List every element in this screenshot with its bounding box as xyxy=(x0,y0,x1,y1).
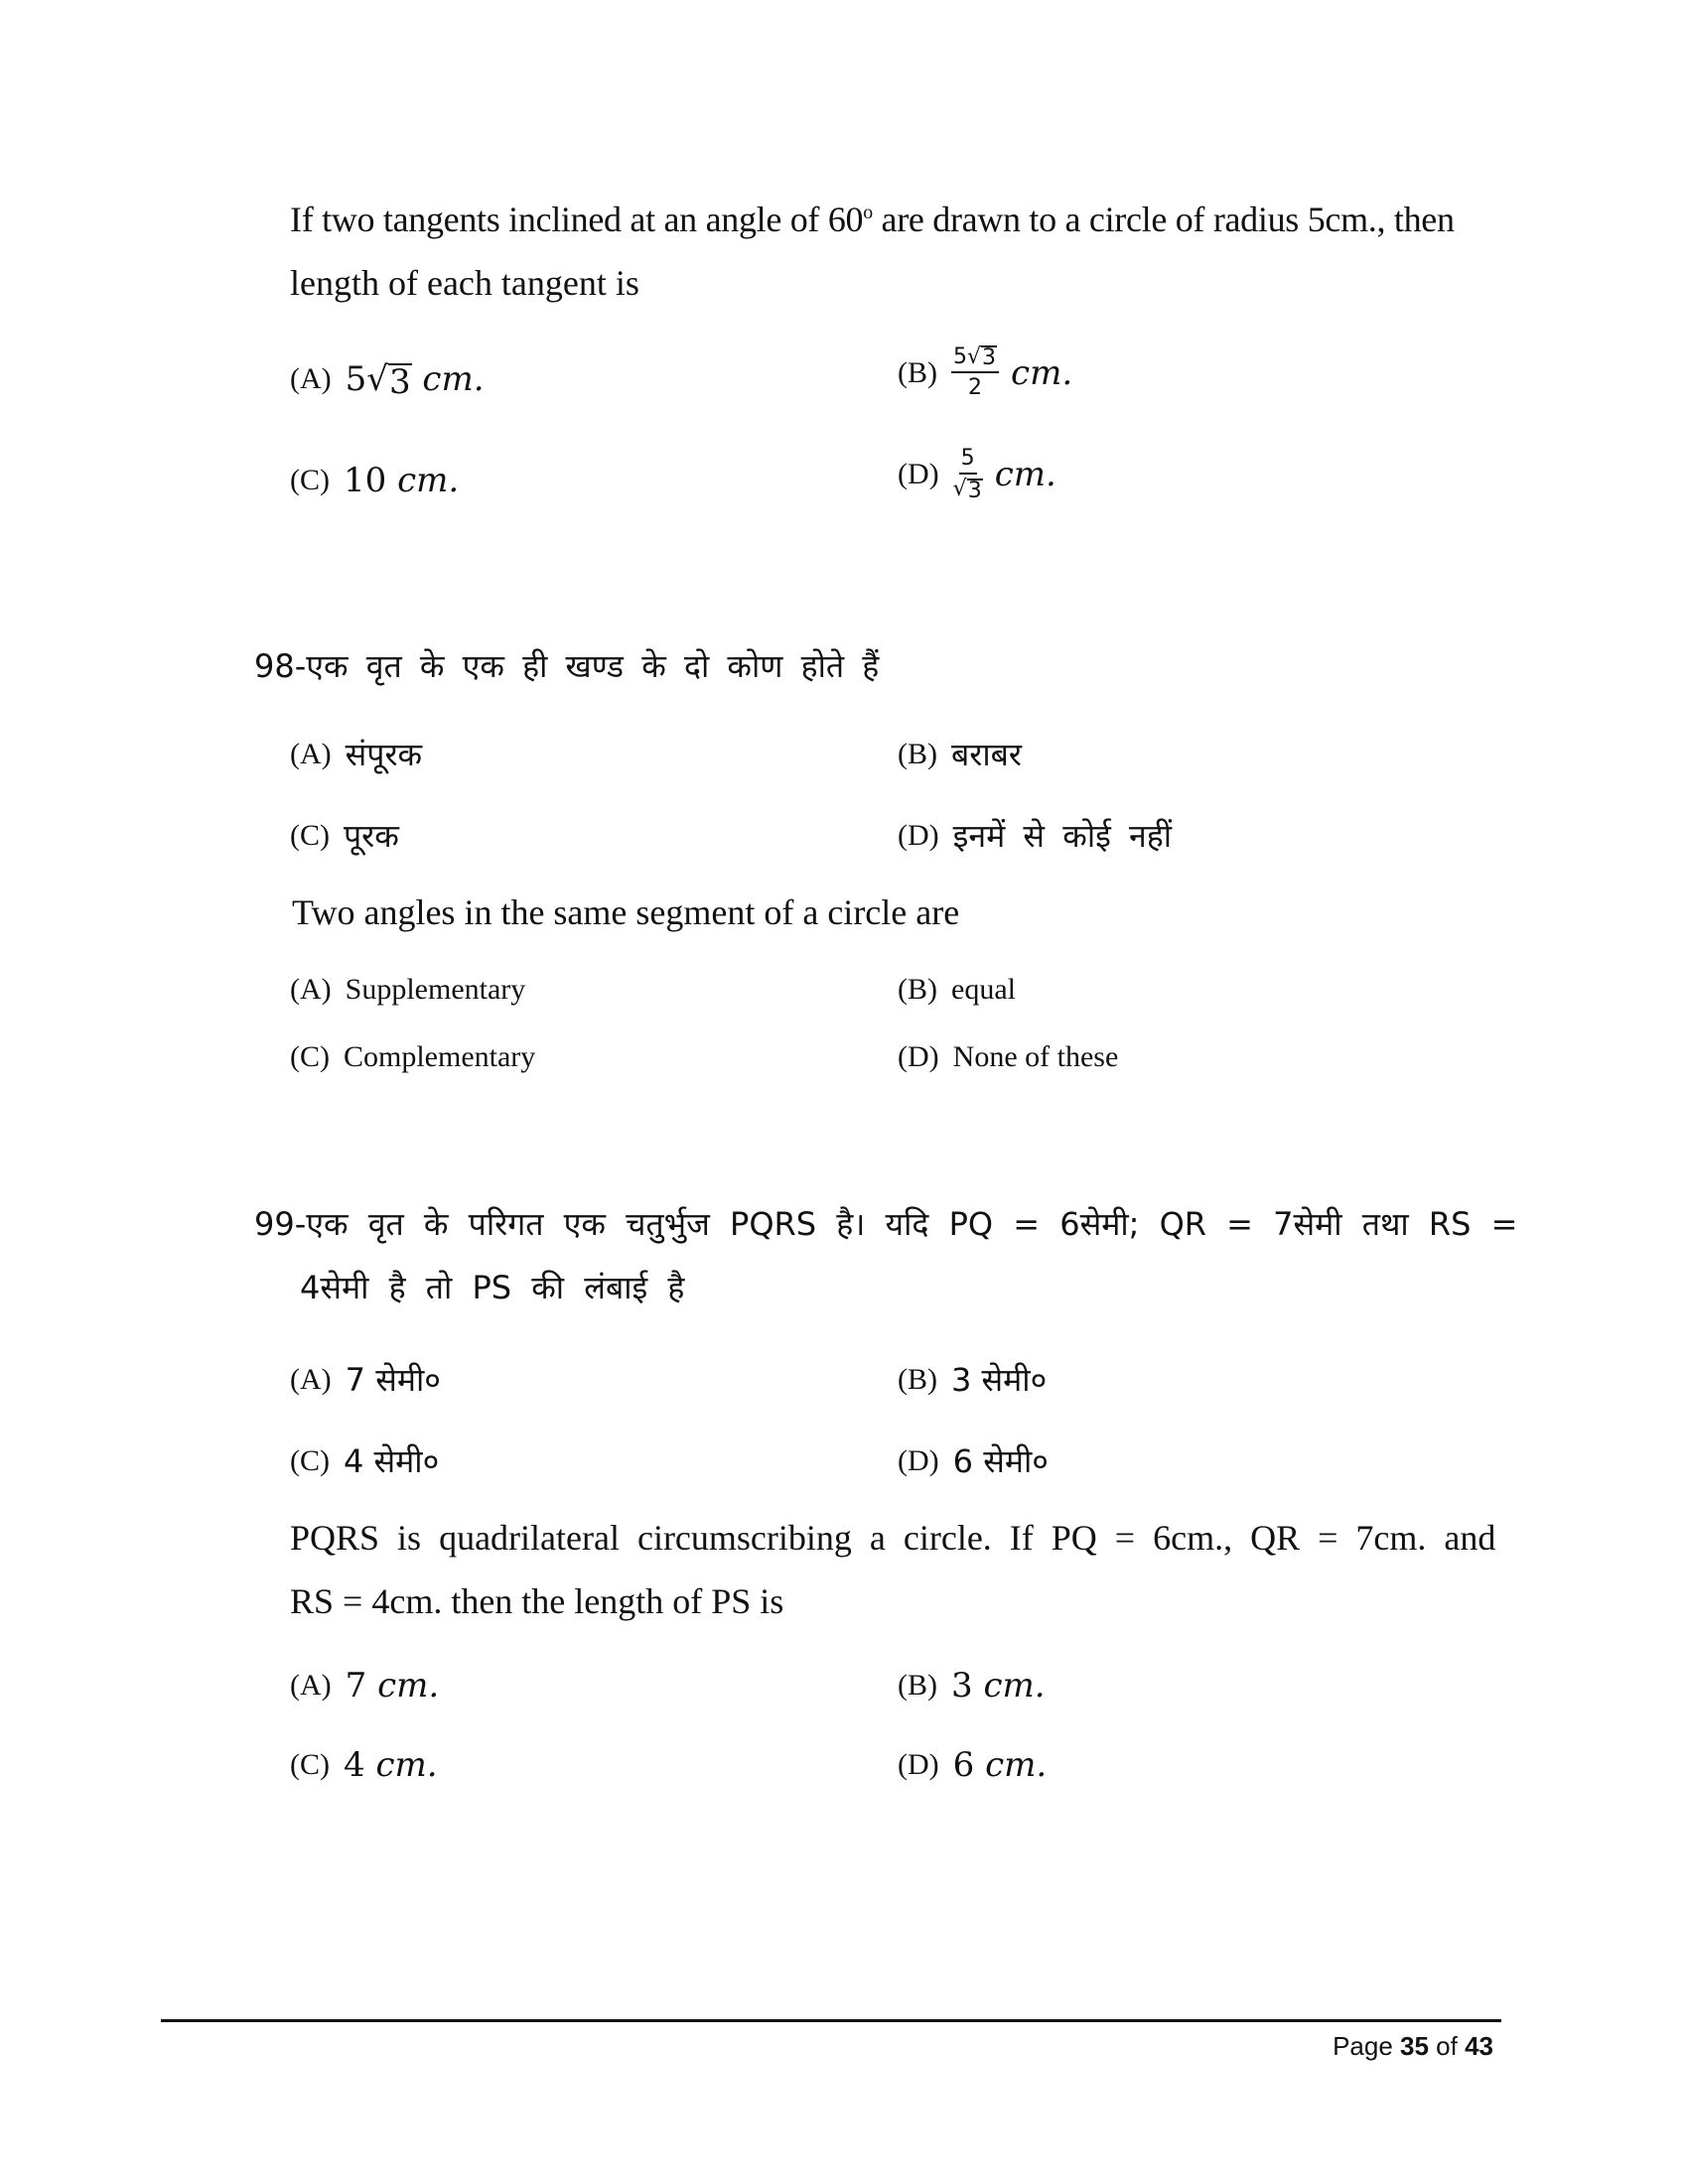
page-of: of xyxy=(1428,2031,1466,2061)
q99-hindi-line2: 4सेमी है तो PS की लंबाई है xyxy=(300,1269,685,1306)
q98-hindi-option-b xyxy=(898,733,1022,775)
q99-hindi-option-d xyxy=(898,1439,1049,1482)
option-label: (D) xyxy=(898,1040,939,1073)
q98-hindi-question: 98-एक वृत के एक ही खण्ड के दो कोण होते हैं xyxy=(254,647,880,685)
q97-option-b xyxy=(898,345,1072,401)
sqrt-arg: 3 xyxy=(967,478,982,503)
sqrt-sign-icon: √ xyxy=(952,477,967,501)
q98-english-option-c xyxy=(290,1040,535,1074)
option-label: (B) xyxy=(898,737,937,770)
coefficient: 5 xyxy=(345,359,367,399)
option-label: (B) xyxy=(898,356,937,389)
option-label: (B) xyxy=(898,1669,937,1702)
degree-symbol: o xyxy=(863,202,873,223)
q99-hindi-line1: 99-एक वृत के परिगत एक चतुर्भुज PQRS है। यदि PQ = 6सेमी; QR = 7सेमी तथा RS = xyxy=(254,1205,1518,1243)
option-label: (B) xyxy=(898,973,937,1006)
q98-english-option-b xyxy=(898,973,1016,1007)
option-text: None of these xyxy=(952,1040,1119,1073)
q99-hindi-option-a xyxy=(290,1358,441,1401)
sqrt-expression xyxy=(967,345,997,369)
option-text: 3 सेमी० xyxy=(951,1361,1048,1399)
unit: cm. xyxy=(985,1745,1048,1785)
option-text: बराबर xyxy=(951,736,1023,773)
option-label: (A) xyxy=(290,973,332,1006)
value: 4 xyxy=(344,1745,376,1785)
unit: cm. xyxy=(1011,353,1073,393)
q99-english-option-a xyxy=(290,1666,439,1706)
fraction-numerator: 5 xyxy=(959,447,977,475)
q99-english-line1: PQRS is quadrilateral circumscribing a circle. If PQ = 6cm., QR = 7cm. and xyxy=(290,1518,1496,1558)
unit: cm. xyxy=(983,1666,1046,1706)
option-text: Complementary xyxy=(344,1040,536,1073)
q99-hindi-option-b xyxy=(898,1358,1047,1401)
option-math xyxy=(345,359,485,402)
sqrt-arg: 3 xyxy=(982,345,997,370)
option-label: (D) xyxy=(898,1443,939,1477)
fraction-numerator xyxy=(951,345,999,373)
q99-english-option-b xyxy=(898,1666,1046,1706)
sqrt-sign-icon: √ xyxy=(967,344,982,369)
option-math xyxy=(951,1666,1046,1706)
unit: cm. xyxy=(411,359,485,399)
fraction-denominator xyxy=(953,475,983,502)
q97-english-text-rest: are drawn to a circle of radius 5cm., then xyxy=(872,200,1455,239)
option-text: equal xyxy=(951,973,1016,1006)
option-text: Supplementary xyxy=(345,973,526,1006)
q97-option-a xyxy=(290,359,485,402)
q97-option-d xyxy=(898,447,1056,502)
option-label: (D) xyxy=(898,818,939,852)
value: 10 xyxy=(344,461,398,500)
q98-hindi-option-c xyxy=(290,814,399,857)
q99-hindi-option-c xyxy=(290,1439,439,1482)
option-label: (A) xyxy=(290,1669,332,1702)
q97-english-line2: length of each tangent is xyxy=(290,263,639,303)
option-label: (D) xyxy=(898,458,939,490)
option-label: (C) xyxy=(290,1748,330,1781)
option-label: (A) xyxy=(290,362,332,395)
value: 6 xyxy=(952,1745,986,1785)
q97-option-c xyxy=(290,461,459,500)
q98-hindi-option-d xyxy=(898,814,1172,857)
option-label: (C) xyxy=(290,1040,330,1073)
option-text: 6 सेमी० xyxy=(952,1442,1049,1480)
q98-english-question: Two angles in the same segment of a circle are xyxy=(292,892,960,932)
sqrt-expression xyxy=(366,359,411,402)
unit: cm. xyxy=(377,1666,440,1706)
option-text: पूरक xyxy=(344,817,399,855)
option-label: (C) xyxy=(290,464,330,496)
option-math xyxy=(953,1745,1048,1785)
q97-english-line1 xyxy=(290,199,1455,241)
option-text: 4 सेमी० xyxy=(344,1442,440,1480)
page-word: Page xyxy=(1333,2031,1401,2061)
sqrt-sign-icon: √ xyxy=(366,359,388,399)
sqrt-arg: 3 xyxy=(388,362,411,402)
option-label: (B) xyxy=(898,1362,937,1396)
coefficient: 5 xyxy=(953,344,967,369)
option-text: 7 सेमी० xyxy=(345,1361,441,1399)
unit: cm. xyxy=(375,1745,438,1785)
page-current: 35 xyxy=(1400,2031,1429,2061)
value: 3 xyxy=(951,1666,984,1706)
option-math xyxy=(344,461,459,500)
q99-english-option-d xyxy=(898,1745,1047,1785)
option-label: (D) xyxy=(898,1748,939,1781)
value: 7 xyxy=(345,1666,378,1706)
q98-hindi-option-a xyxy=(290,733,422,775)
page-total: 43 xyxy=(1465,2031,1493,2061)
fraction-denominator: 2 xyxy=(968,375,983,400)
option-label: (A) xyxy=(290,1362,332,1396)
q99-english-option-c xyxy=(290,1745,438,1785)
option-label: (C) xyxy=(290,818,330,852)
option-label: (A) xyxy=(290,737,332,770)
q98-english-option-a xyxy=(290,973,525,1007)
option-label: (C) xyxy=(290,1443,330,1477)
footer-divider xyxy=(161,2019,1501,2022)
q99-english-line2: RS = 4cm. then the length of PS is xyxy=(290,1581,784,1621)
unit: cm. xyxy=(397,461,460,500)
q98-english-option-d xyxy=(898,1040,1118,1074)
option-text: संपूरक xyxy=(345,736,423,773)
q97-english-text: If two tangents inclined at an angle of 60 xyxy=(290,200,864,239)
sqrt-expression xyxy=(953,477,983,502)
option-math xyxy=(344,1745,438,1785)
unit: cm. xyxy=(994,455,1056,494)
fraction xyxy=(953,447,983,502)
page-number xyxy=(1333,2031,1493,2062)
option-text: इनमें से कोई नहीं xyxy=(952,817,1173,855)
fraction xyxy=(951,345,999,401)
option-math xyxy=(346,1666,440,1706)
